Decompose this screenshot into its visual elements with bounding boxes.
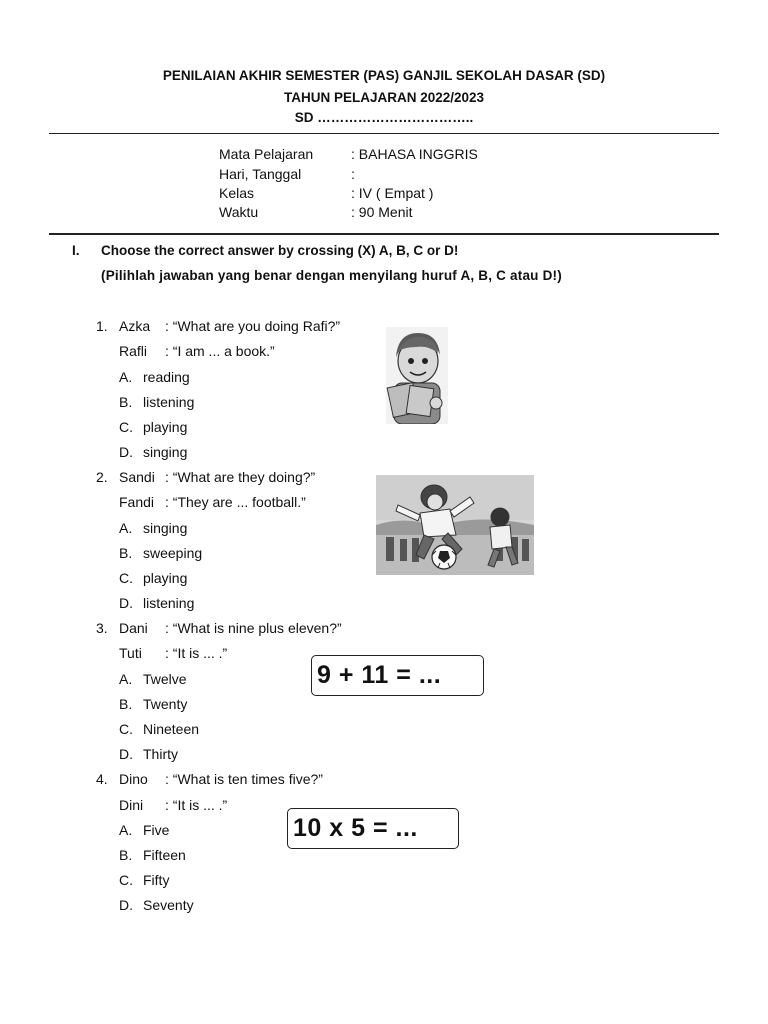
option-text: sweeping [143, 545, 203, 561]
option-letter: A. [119, 671, 133, 687]
info-value-class: : IV ( Empat ) [351, 185, 434, 201]
option-text: singing [143, 444, 188, 460]
option-letter: B. [119, 847, 133, 863]
question-number: 4. [96, 771, 108, 787]
option-letter: D. [119, 897, 133, 913]
option-text: Fifty [143, 872, 170, 888]
option-b[interactable] [119, 696, 188, 712]
option-text: playing [143, 419, 188, 435]
option-text: Fifteen [143, 847, 186, 863]
option-letter: A. [119, 520, 133, 536]
speaker-name: Dini [119, 797, 144, 813]
boy-reading-illustration [386, 327, 448, 424]
info-value-time: : 90 Menit [351, 204, 413, 220]
dialogue-line: : “What is ten times five?” [165, 771, 323, 787]
option-text: Seventy [143, 897, 194, 913]
info-label-class: Kelas [219, 185, 255, 201]
option-b[interactable] [119, 847, 186, 863]
option-text: singing [143, 520, 188, 536]
dialogue-line: : “What are they doing?” [165, 469, 316, 485]
header-divider [49, 133, 719, 134]
option-letter: B. [119, 545, 133, 561]
academic-year: TAHUN PELAJARAN 2022/2023 [283, 90, 485, 105]
option-letter: A. [119, 822, 133, 838]
option-text: playing [143, 570, 188, 586]
option-text: Thirty [143, 746, 178, 762]
option-text: listening [143, 394, 195, 410]
dialogue-line: : “It is ... .” [165, 645, 228, 661]
option-letter: A. [119, 369, 133, 385]
speaker-name: Sandi [119, 469, 155, 485]
instruction-indonesian: (Pilihlah jawaban yang benar dengan menyilang huruf A, B, C atau D!) [101, 268, 562, 283]
instruction-english: Choose the correct answer by crossing (X) A, B, C or D! [101, 243, 459, 258]
speaker-name: Fandi [119, 494, 155, 510]
option-d[interactable] [119, 595, 195, 611]
option-letter: C. [119, 872, 133, 888]
option-letter: C. [119, 419, 133, 435]
question-number: 3. [96, 620, 108, 636]
dialogue-line: : “I am ... a book.” [165, 343, 275, 359]
option-c[interactable] [119, 419, 188, 435]
dialogue-line: : “What is nine plus eleven?” [165, 620, 342, 636]
info-label-time: Waktu [219, 204, 259, 220]
speaker-name: Dino [119, 771, 148, 787]
option-letter: D. [119, 746, 133, 762]
option-letter: D. [119, 444, 133, 460]
option-a[interactable] [119, 520, 188, 536]
section-number: I. [72, 243, 80, 258]
option-a[interactable] [119, 369, 190, 385]
option-letter: D. [119, 595, 133, 611]
speaker-name: Azka [119, 318, 151, 334]
option-d[interactable] [119, 444, 188, 460]
speaker-name: Rafli [119, 343, 148, 359]
school-name: SD …………………………….. [294, 110, 474, 125]
option-c[interactable] [119, 872, 170, 888]
equation-box: 9 + 11 = ... [311, 655, 484, 696]
dialogue-line: : “It is ... .” [165, 797, 228, 813]
dialogue-line: : “What are you doing Rafi?” [165, 318, 341, 334]
option-a[interactable] [119, 822, 170, 838]
option-c[interactable] [119, 721, 200, 737]
option-letter: C. [119, 570, 133, 586]
info-divider [49, 233, 719, 235]
option-text: Twelve [143, 671, 187, 687]
option-letter: B. [119, 696, 133, 712]
info-value-date: : [351, 166, 355, 182]
option-text: listening [143, 595, 195, 611]
option-b[interactable] [119, 394, 195, 410]
equation-box: 10 x 5 = ... [287, 808, 459, 849]
speaker-name: Dani [119, 620, 148, 636]
option-c[interactable] [119, 570, 188, 586]
speaker-name: Tuti [119, 645, 142, 661]
option-text: reading [143, 369, 190, 385]
football-players-illustration [376, 475, 534, 575]
dialogue-line: : “They are ... football.” [165, 494, 306, 510]
option-a[interactable] [119, 671, 187, 687]
option-text: Twenty [143, 696, 188, 712]
option-text: Nineteen [143, 721, 200, 737]
option-d[interactable] [119, 897, 194, 913]
exam-title: PENILAIAN AKHIR SEMESTER (PAS) GANJIL SEKOLAH DASAR (SD) [162, 68, 606, 83]
option-letter: C. [119, 721, 133, 737]
info-label-subject: Mata Pelajaran [219, 146, 314, 162]
info-value-subject: : BAHASA INGGRIS [351, 146, 478, 162]
question-number: 2. [96, 469, 108, 485]
option-letter: B. [119, 394, 133, 410]
question-number: 1. [96, 318, 108, 334]
option-text: Five [143, 822, 170, 838]
info-label-date: Hari, Tanggal [219, 166, 302, 182]
option-d[interactable] [119, 746, 178, 762]
option-b[interactable] [119, 545, 203, 561]
